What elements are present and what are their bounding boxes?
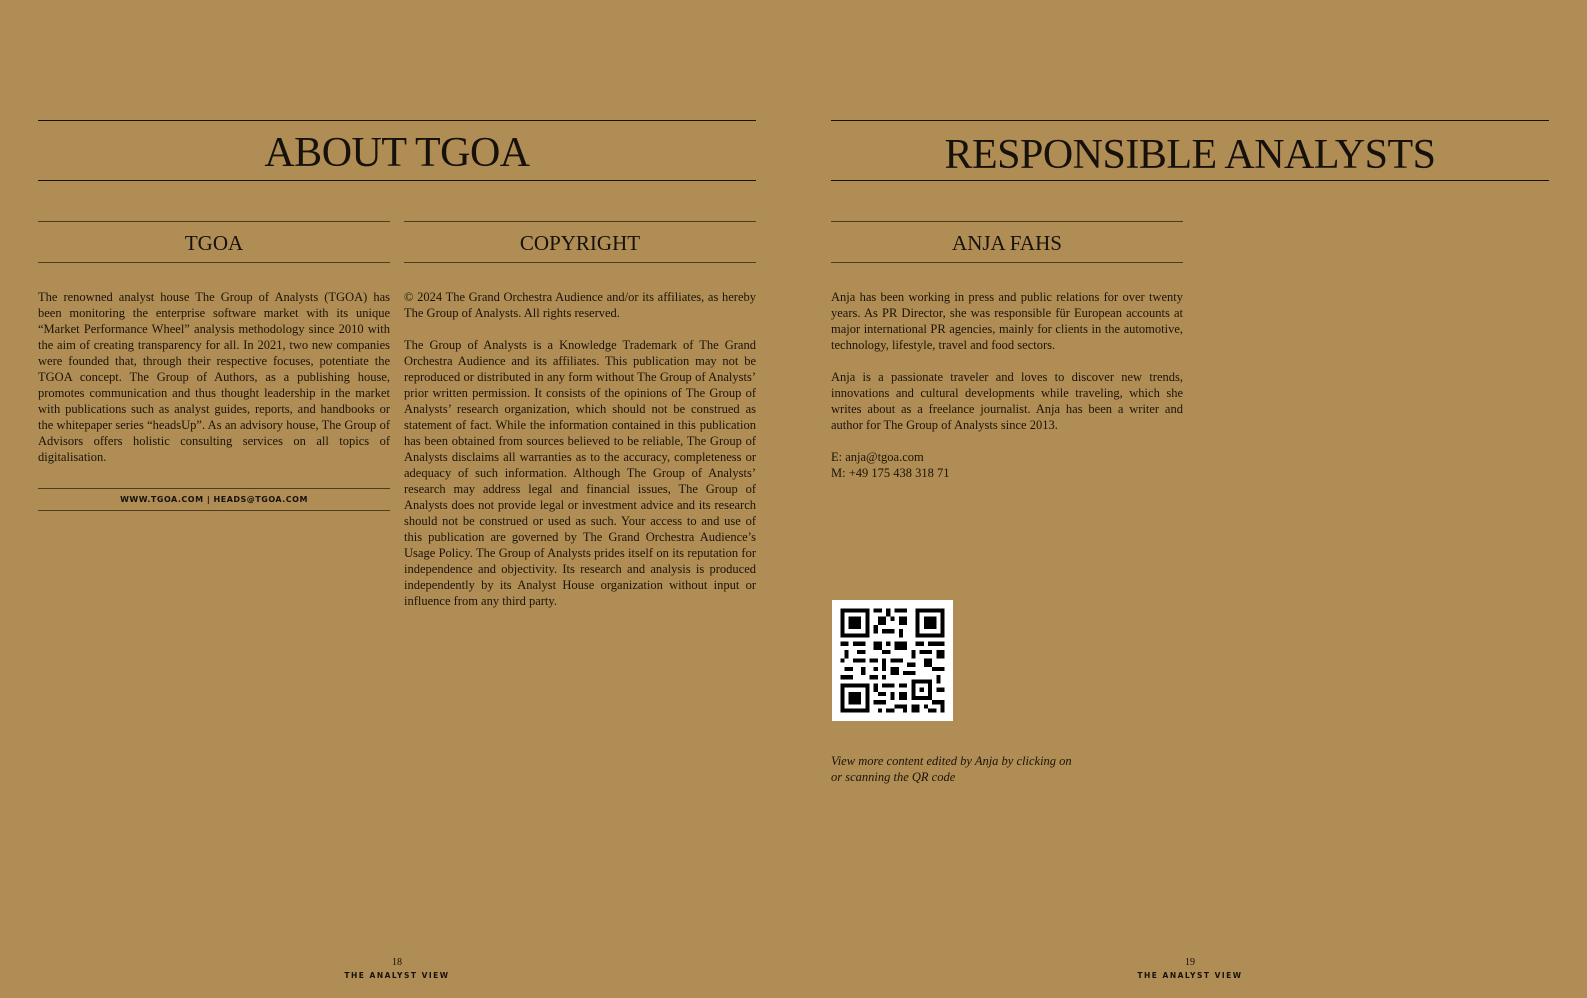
qr-caption xyxy=(831,753,1191,785)
analyst-contact xyxy=(831,449,950,481)
title-rule-bottom-right xyxy=(831,180,1549,181)
website-email-link[interactable]: WWW.TGOA.COM | HEADS@TGOA.COM xyxy=(120,495,308,504)
copyright-heading: COPYRIGHT xyxy=(519,231,641,255)
analyst-name: ANJA FAHS xyxy=(952,231,1062,255)
analyst-mobile: M: +49 175 438 318 71 xyxy=(831,466,950,480)
magazine-name-left: THE ANALYST VIEW xyxy=(344,971,450,980)
analyst-email[interactable]: E: anja@tgoa.com xyxy=(831,450,924,464)
analyst-bio xyxy=(831,289,1183,449)
analyst-heading-rule-top xyxy=(831,221,1183,222)
page-title-about: ABOUT TGOA xyxy=(264,130,530,176)
qr-caption-line-2: or scanning the QR code xyxy=(831,770,956,784)
title-rule-bottom-left xyxy=(38,180,756,181)
tgoa-body-text: The renowned analyst house The Group of Analysts (TGOA) has been monitoring the enterprise software market with its unique “Market Performance Wheel” analysis methodology since 2010 with the aim of creating transparency for all. In 2021, two new companies were founded that, through their respective focuses, potentiate the TGOA concept. The Group of Authors, as a publishing house, promotes communication and thus thought leadership in the market with publications such as analyst guides, reports, and handbooks or the whitepaper series “headsUp”. As an advisory house, The Group of Advisors offers holistic consulting services on all topics of digitalisation. xyxy=(38,290,390,464)
title-rule-top-left xyxy=(38,120,756,121)
analyst-bio-paragraph-2: Anja is a passionate traveler and loves to discover new trends, innovations and cultural developments while traveling, which she writes about as a freelance journalist. Anja has been a writer and author for The Group of Analysts since 2013. xyxy=(831,370,1183,432)
tgoa-heading: TGOA xyxy=(184,231,244,255)
copyright-body xyxy=(404,289,756,625)
tgoa-heading-rule-bottom xyxy=(38,262,390,263)
copyright-heading-rule-top xyxy=(404,221,756,222)
page-title-analysts: RESPONSIBLE ANALYSTS xyxy=(944,132,1436,178)
tgoa-heading-rule-top xyxy=(38,221,390,222)
magazine-name-right: THE ANALYST VIEW xyxy=(1137,971,1243,980)
qr-code-icon[interactable] xyxy=(832,600,953,721)
copyright-paragraph-1: © 2024 The Grand Orchestra Audience and/or its affiliates, as hereby The Group of Analysts. All rights reserved. xyxy=(404,290,756,320)
title-rule-top-right xyxy=(831,120,1549,121)
qr-caption-line-1: View more content edited by Anja by clicking on xyxy=(831,754,1072,768)
copyright-paragraph-2: The Group of Analysts is a Knowledge Trademark of The Grand Orchestra Audience and its affiliates. This publication may not be reproduced or distributed in any form without The Group of Analysts’ prior written permission. It consists of the opinions of The Group of Analysts’ research organization, which should not be construed as statement of fact. While the information contained in this publication has been obtained from sources believed to be reliable, The Group of Analysts disclaims all warranties as to the accuracy, completeness or adequacy of such information. Although The Group of Analysts’ research may address legal and financial issues, The Group of Analysts does not provide legal or investment advice and its research should not be construed or used as such. Your access to and use of this publication are governed by The Grand Orchestra Audience’s Usage Policy. The Group of Analysts prides itself on its reputation for independence and objectivity. Its research and analysis is produced independently by its Analyst House organization without input or influence from any third party. xyxy=(404,338,756,608)
links-rule-bottom xyxy=(38,510,390,511)
analyst-bio-paragraph-1: Anja has been working in press and public relations for over twenty years. As PR Director, she was responsible für European accounts at major international PR agencies, mainly for clients in the automotive, technology, lifestyle, travel and food sectors. xyxy=(831,290,1183,352)
analyst-heading-rule-bottom xyxy=(831,262,1183,263)
page-number-left: 18 xyxy=(392,957,402,968)
links-rule-top xyxy=(38,488,390,489)
copyright-heading-rule-bottom xyxy=(404,262,756,263)
page-number-right: 19 xyxy=(1185,957,1195,968)
